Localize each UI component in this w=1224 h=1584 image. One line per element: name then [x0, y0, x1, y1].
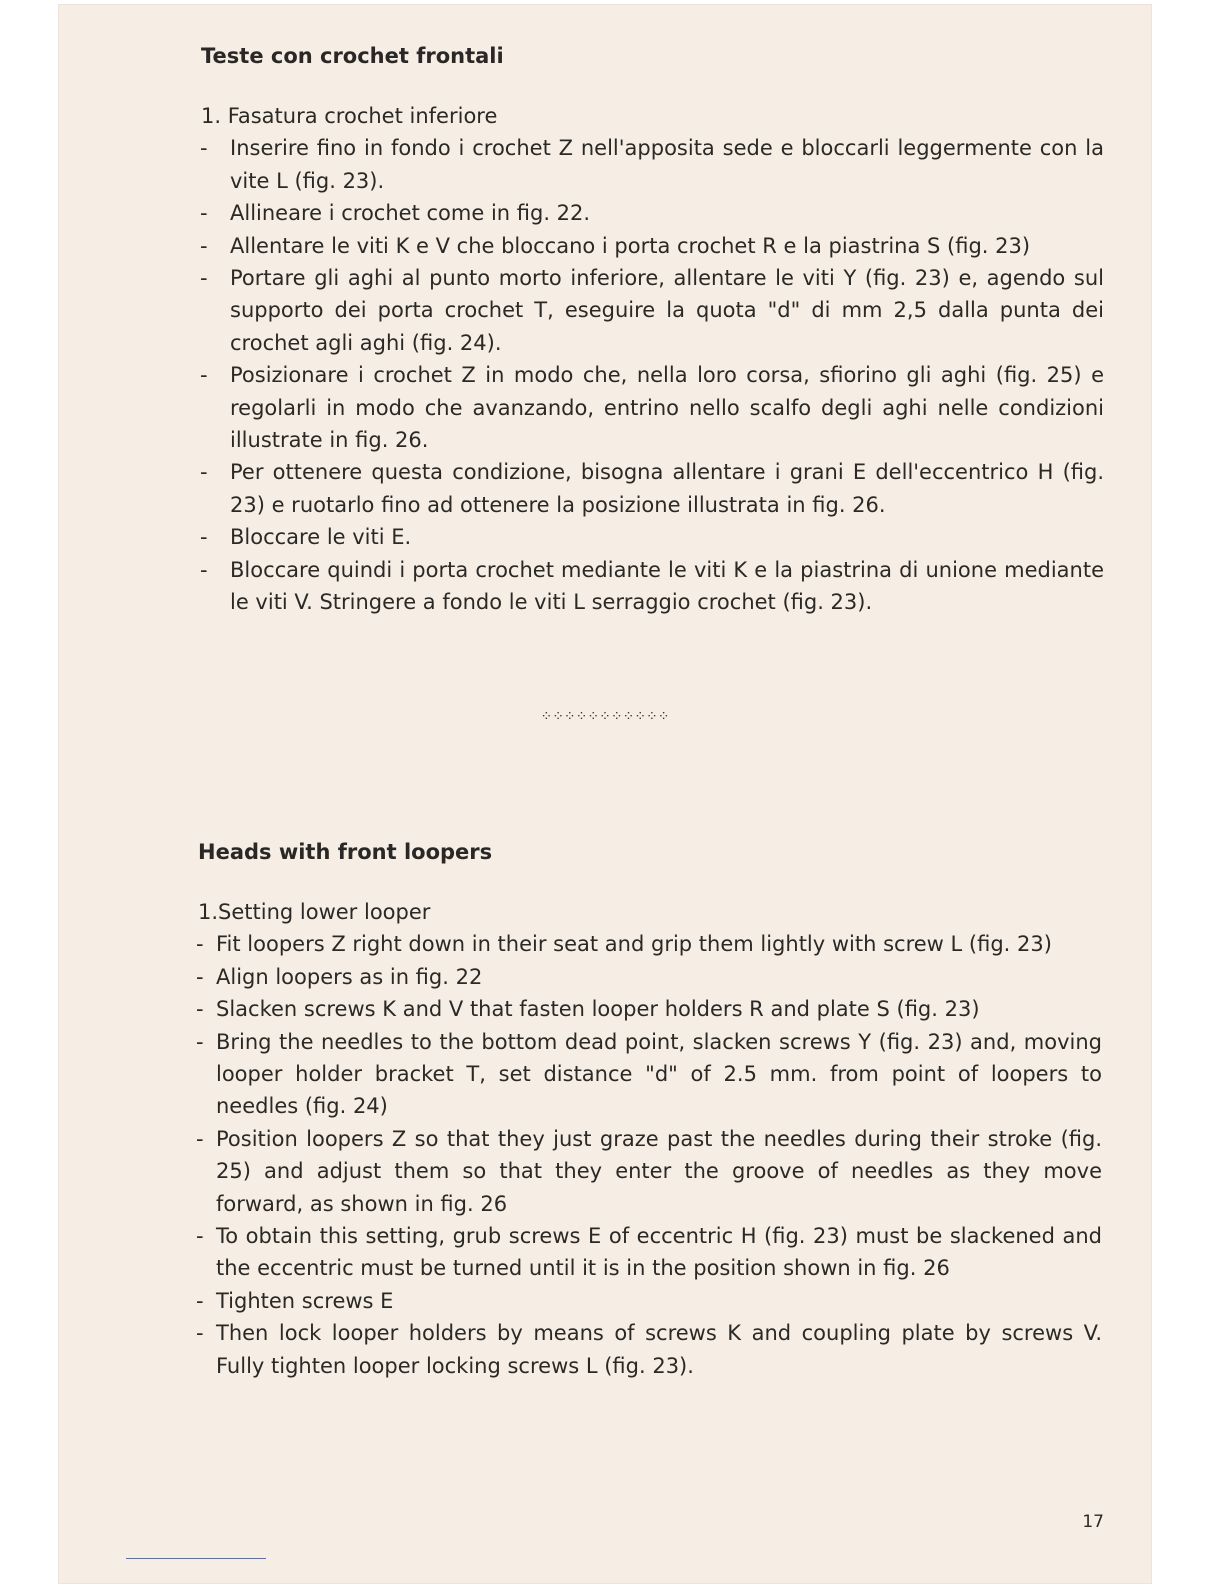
list-item	[196, 1285, 1102, 1317]
list-item	[196, 961, 1102, 993]
list-item-text: Align loopers as in fig. 22	[216, 964, 483, 989]
bullet-dash: -	[200, 525, 208, 550]
list-item-text: Position loopers Z so that they just graze past the needles during their stroke (fig. 25) and adjust them so that they enter the groove of needles as they move forward, as shown in fig. 26	[216, 1126, 1102, 1216]
list-item-text: Bloccare le viti E.	[230, 525, 412, 550]
bullet-dash: -	[196, 1126, 204, 1151]
italian-section	[58, 44, 1152, 619]
list-item-text: Allineare i crochet come in fig. 22.	[230, 201, 591, 226]
bullet-dash: -	[200, 136, 208, 161]
bullet-dash: -	[200, 266, 208, 291]
list-item-text: Posizionare i crochet Z in modo che, nella loro corsa, sfiorino gli aghi (fig. 25) e regolarli in modo che avanzando, entrino nello scalfo degli aghi nelle condizioni illustrate in fig. 26.	[230, 363, 1104, 453]
list-item-text: Bloccare quindi i porta crochet mediante le viti K e la piastrina di unione mediante le viti V. Stringere a fondo le viti L serraggio crochet (fig. 23).	[230, 557, 1104, 615]
english-section	[58, 840, 1152, 1382]
step-title: 1.Setting lower looper	[198, 900, 431, 924]
list-item	[196, 1026, 1102, 1123]
bullet-dash: -	[196, 1224, 204, 1249]
list-item	[200, 262, 1104, 359]
bullet-dash: -	[200, 557, 208, 582]
list-item-text: Bring the needles to the bottom dead point, slacken screws Y (fig. 23) and, moving looper holder bracket T, set distance "d" of 2.5 mm. from point of loopers to needles (fig. 24)	[216, 1029, 1102, 1119]
list-item-text: Portare gli aghi al punto morto inferiore, allentare le viti Y (fig. 23) e, agendo sul supporto dei porta crochet T, eseguire la quota "d" di mm 2,5 dalla punta dei crochet agli aghi (fig. 24).	[230, 266, 1104, 355]
bullet-dash: -	[196, 932, 204, 957]
bullet-dash: -	[200, 460, 208, 485]
instruction-list	[58, 896, 1152, 1382]
bullet-dash: -	[196, 1029, 204, 1054]
list-item-text: Then lock looper holders by means of screws K and coupling plate by screws V. Fully tighten looper locking screws L (fig. 23).	[216, 1321, 1102, 1378]
bullet-dash: -	[196, 964, 204, 989]
list-item	[200, 554, 1104, 619]
bullet-dash: -	[200, 233, 208, 258]
bullet-dash: -	[196, 997, 204, 1022]
list-item	[200, 521, 1104, 553]
list-item-text: Allentare le viti K e V che bloccano i porta crochet R e la piastrina S (fig. 23)	[230, 233, 1031, 258]
list-item-text: Slacken screws K and V that fasten looper holders R and plate S (fig. 23)	[216, 997, 980, 1022]
bullet-dash: -	[196, 1288, 204, 1313]
list-item-text: Per ottenere questa condizione, bisogna allentare i grani E dell'eccentrico H (fig. 23) e ruotarlo fino ad ottenere la posizione illustrata in fig. 26.	[230, 460, 1104, 517]
section-heading: Heads with front loopers	[198, 840, 493, 864]
bullet-dash: -	[196, 1321, 204, 1346]
list-item	[200, 132, 1104, 197]
list-item	[200, 456, 1104, 521]
bullet-dash: -	[200, 363, 208, 388]
list-item-text: Inserire fino in fondo i crochet Z nell'apposita sede e bloccarli leggermente con la vite L (fig. 23).	[230, 136, 1104, 193]
instruction-list	[58, 100, 1152, 619]
step-title: 1. Fasatura crochet inferiore	[201, 104, 498, 128]
list-item-text: Fit loopers Z right down in their seat and grip them lightly with screw L (fig. 23)	[216, 932, 1052, 957]
list-item	[196, 1317, 1102, 1382]
list-item	[200, 197, 1104, 229]
list-item	[196, 993, 1102, 1025]
link-underline-mark	[126, 1558, 266, 1559]
list-item	[196, 1220, 1102, 1285]
list-item-text: To obtain this setting, grub screws E of eccentric H (fig. 23) must be slackened and the eccentric must be turned until it is in the position shown in fig. 26	[216, 1224, 1102, 1281]
list-item	[200, 230, 1104, 262]
list-item	[196, 928, 1102, 960]
ornament-divider: ⁘⁘⁘⁘⁘⁘⁘⁘⁘⁘⁘	[540, 709, 670, 725]
bullet-dash: -	[200, 201, 208, 226]
list-item-text: Tighten screws E	[216, 1288, 394, 1313]
document-page	[58, 4, 1152, 1584]
list-item	[196, 1123, 1102, 1220]
section-heading: Teste con crochet frontali	[201, 44, 504, 68]
page-number: 17	[1082, 1512, 1104, 1532]
list-item	[200, 359, 1104, 456]
